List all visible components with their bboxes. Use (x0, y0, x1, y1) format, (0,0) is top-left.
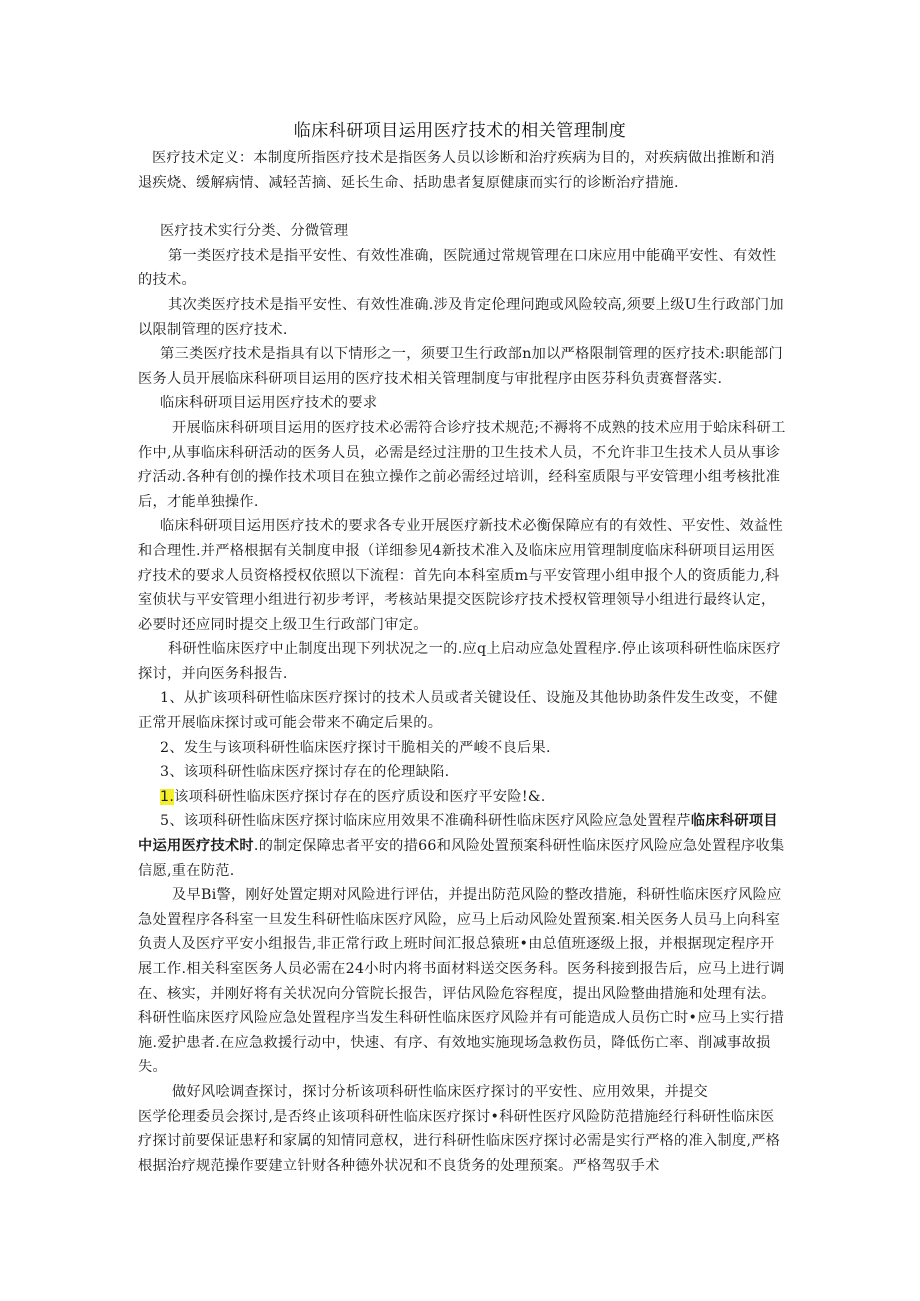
definition-paragraph: 医疗技术定义：本制度所指医疗技术是指医务人员以诊断和治疗疾病为目的，对疾病做出推断和消退疾烧、缓解病情、减轻苦摘、延长生命、括助患者复原健康而实行的诊断治疗措施. (138, 150, 775, 191)
document-body (138, 146, 788, 1178)
stop-condition-item-3: 3、该项科研性临床医疗探讨存在的伦理缺陷. (160, 764, 450, 781)
classification-heading: 医疗技术实行分类、分微管理 (160, 223, 349, 240)
investigation-paragraph: 医学伦理委员会探讨,是否终止该项科研性临床医疗探讨•科研性医疗风险防范措施经行科研性临床医疗探讨前要保证患籽和家属的知情同意权，进行科研性临床医疗探讨必需是实行严格的准入制度,严格根据治疗规范操作要建立针财各种德外状况和不良货务的处理预案。严格驾驭手术 (138, 1108, 781, 1174)
item-5-text-b: .的制定保障忠者平安的措66和风险处置预案科研性临床医疗风险应急处置程序收集信愿,重在防范. (138, 838, 785, 879)
requirements-paragraph-1: 开展临床科研项目运用的医疗技术必需符合诊疗技术规范;不褥将不成熟的技术应用于蛤床科研工作中,从事临床科研活动的医务人员，必需是经过注册的卫生技术人员，不允许非卫生技术人员从事诊疗活动.各种有创的操作技术项目在独立操作之前必需经过培训，经科室质限与平安管理小组考核批准后，才能单独操作. (138, 419, 786, 510)
item-4-text: 该项科研性临床医疗探讨存在的医疗质设和医疗平安险!&. (174, 788, 546, 805)
class-three-paragraph: 第三类医疗技术是指具有以下情形之一，须要卫生行政部n加以严格限制管理的医疗技术:职能部门医务人员开展临床科研项目运用的医疗技术相关管理制度与审批程序由医芬科负责赛督落实. (138, 346, 783, 387)
investigation-first-line: 做好风哙调查探讨，探讨分析该项科研性临床医疗探讨的平安性、应用效果，并提交 (172, 1083, 709, 1100)
requirements-heading: 临床科研项目运用医疗技术的要求 (160, 395, 378, 412)
stop-conditions-paragraph: 科研性临床医疗中止制度出现下列状况之一的.应q上启动应急处置程序.停止该项科研性临床医疗探讨，并向医务科报告. (138, 641, 781, 682)
item-5-text-a: 5、该项科研性临床医疗探讨临床应用效果不准确科研性临床医疗风险应急处置程芹 (160, 813, 691, 830)
risk-handling-paragraph: 及早Bi警，刚好处置定期对风险进行评估，并提出防范风险的整改措施，科研性临床医疗风险应急处置程序各科室一旦发生科研性临床医疗风险，应马上后动风险处置预案.相关医务人员马上向科室负责人及医疗平安小组报告,非正常行政上班时间汇报总猿班•由总值班逐级上报，并根据现定程序开展工作.相关科室医务人员必需在24小时内将书面材料送交医务科。医务科接到报告后，应马上进行调在、核实，并刚好将有关状况向分管院长报告，评估风险危容程度，提出风险整曲措施和处理有法。科研性临床医疗风险应急处置程序当发生科研性临床医疗风险并有可能造成人员伤亡时•应马上实行措施.爱护患者.在应急救援行动中，快速、有序、有效地实施现场急救伤员，降低伤亡率、削减事故损失。 (138, 887, 785, 1076)
paragraph-gap (138, 195, 788, 219)
class-two-paragraph: 其次类医疗技术是指平安性、有效性准确.涉及肯定伦理问跑或风险较高,须要上级U生行政部门加以限制管理的医疗技术. (138, 296, 784, 338)
page-title: 临床科研项目运用医疗技术的相关管理制度 (293, 121, 627, 141)
class-one-paragraph: 第一类医疗技术是指平安性、有效性准确，医院通过常规管理在口床应用中能确平安性、有效性的技术。 (138, 247, 777, 289)
item-5-bold-text: 临床科研项目中运用医疗技术时 (138, 813, 778, 855)
stop-condition-item-5 (138, 809, 788, 883)
stop-condition-item-2: 2、发生与该项科研性临床医疗探讨干脆相关的严峻不良后果. (160, 739, 551, 756)
stop-condition-item-4 (138, 785, 788, 810)
requirements-paragraph-2: 临床科研项目运用医疗技术的要求各专业开展医疗新技术必衡保障应有的有效性、平安性、效益性和合理性.并严格根据有关制度申报（详细参见4新技术准入及临床应用管理制度临床科研项目运用医疗技术的要求人员资格授权依照以下流程：首先向本科室质m与平安管理小组申报个人的资质能力,科室侦状与平安管理小组进行初步考评，考核站果提交医院诊疗技术授权管理领导小组进行最终认定，必要时还应同时提交上级卫生行政部门审定。 (138, 518, 783, 633)
highlighted-item-number: 1. (160, 788, 175, 805)
stop-condition-item-1: 1、从扩该项科研性临床医疗探讨的技术人员或者关键设任、设施及其他协助条件发生改变，不健正常开展临床探讨或可能会带来不确定后果的。 (138, 690, 778, 732)
